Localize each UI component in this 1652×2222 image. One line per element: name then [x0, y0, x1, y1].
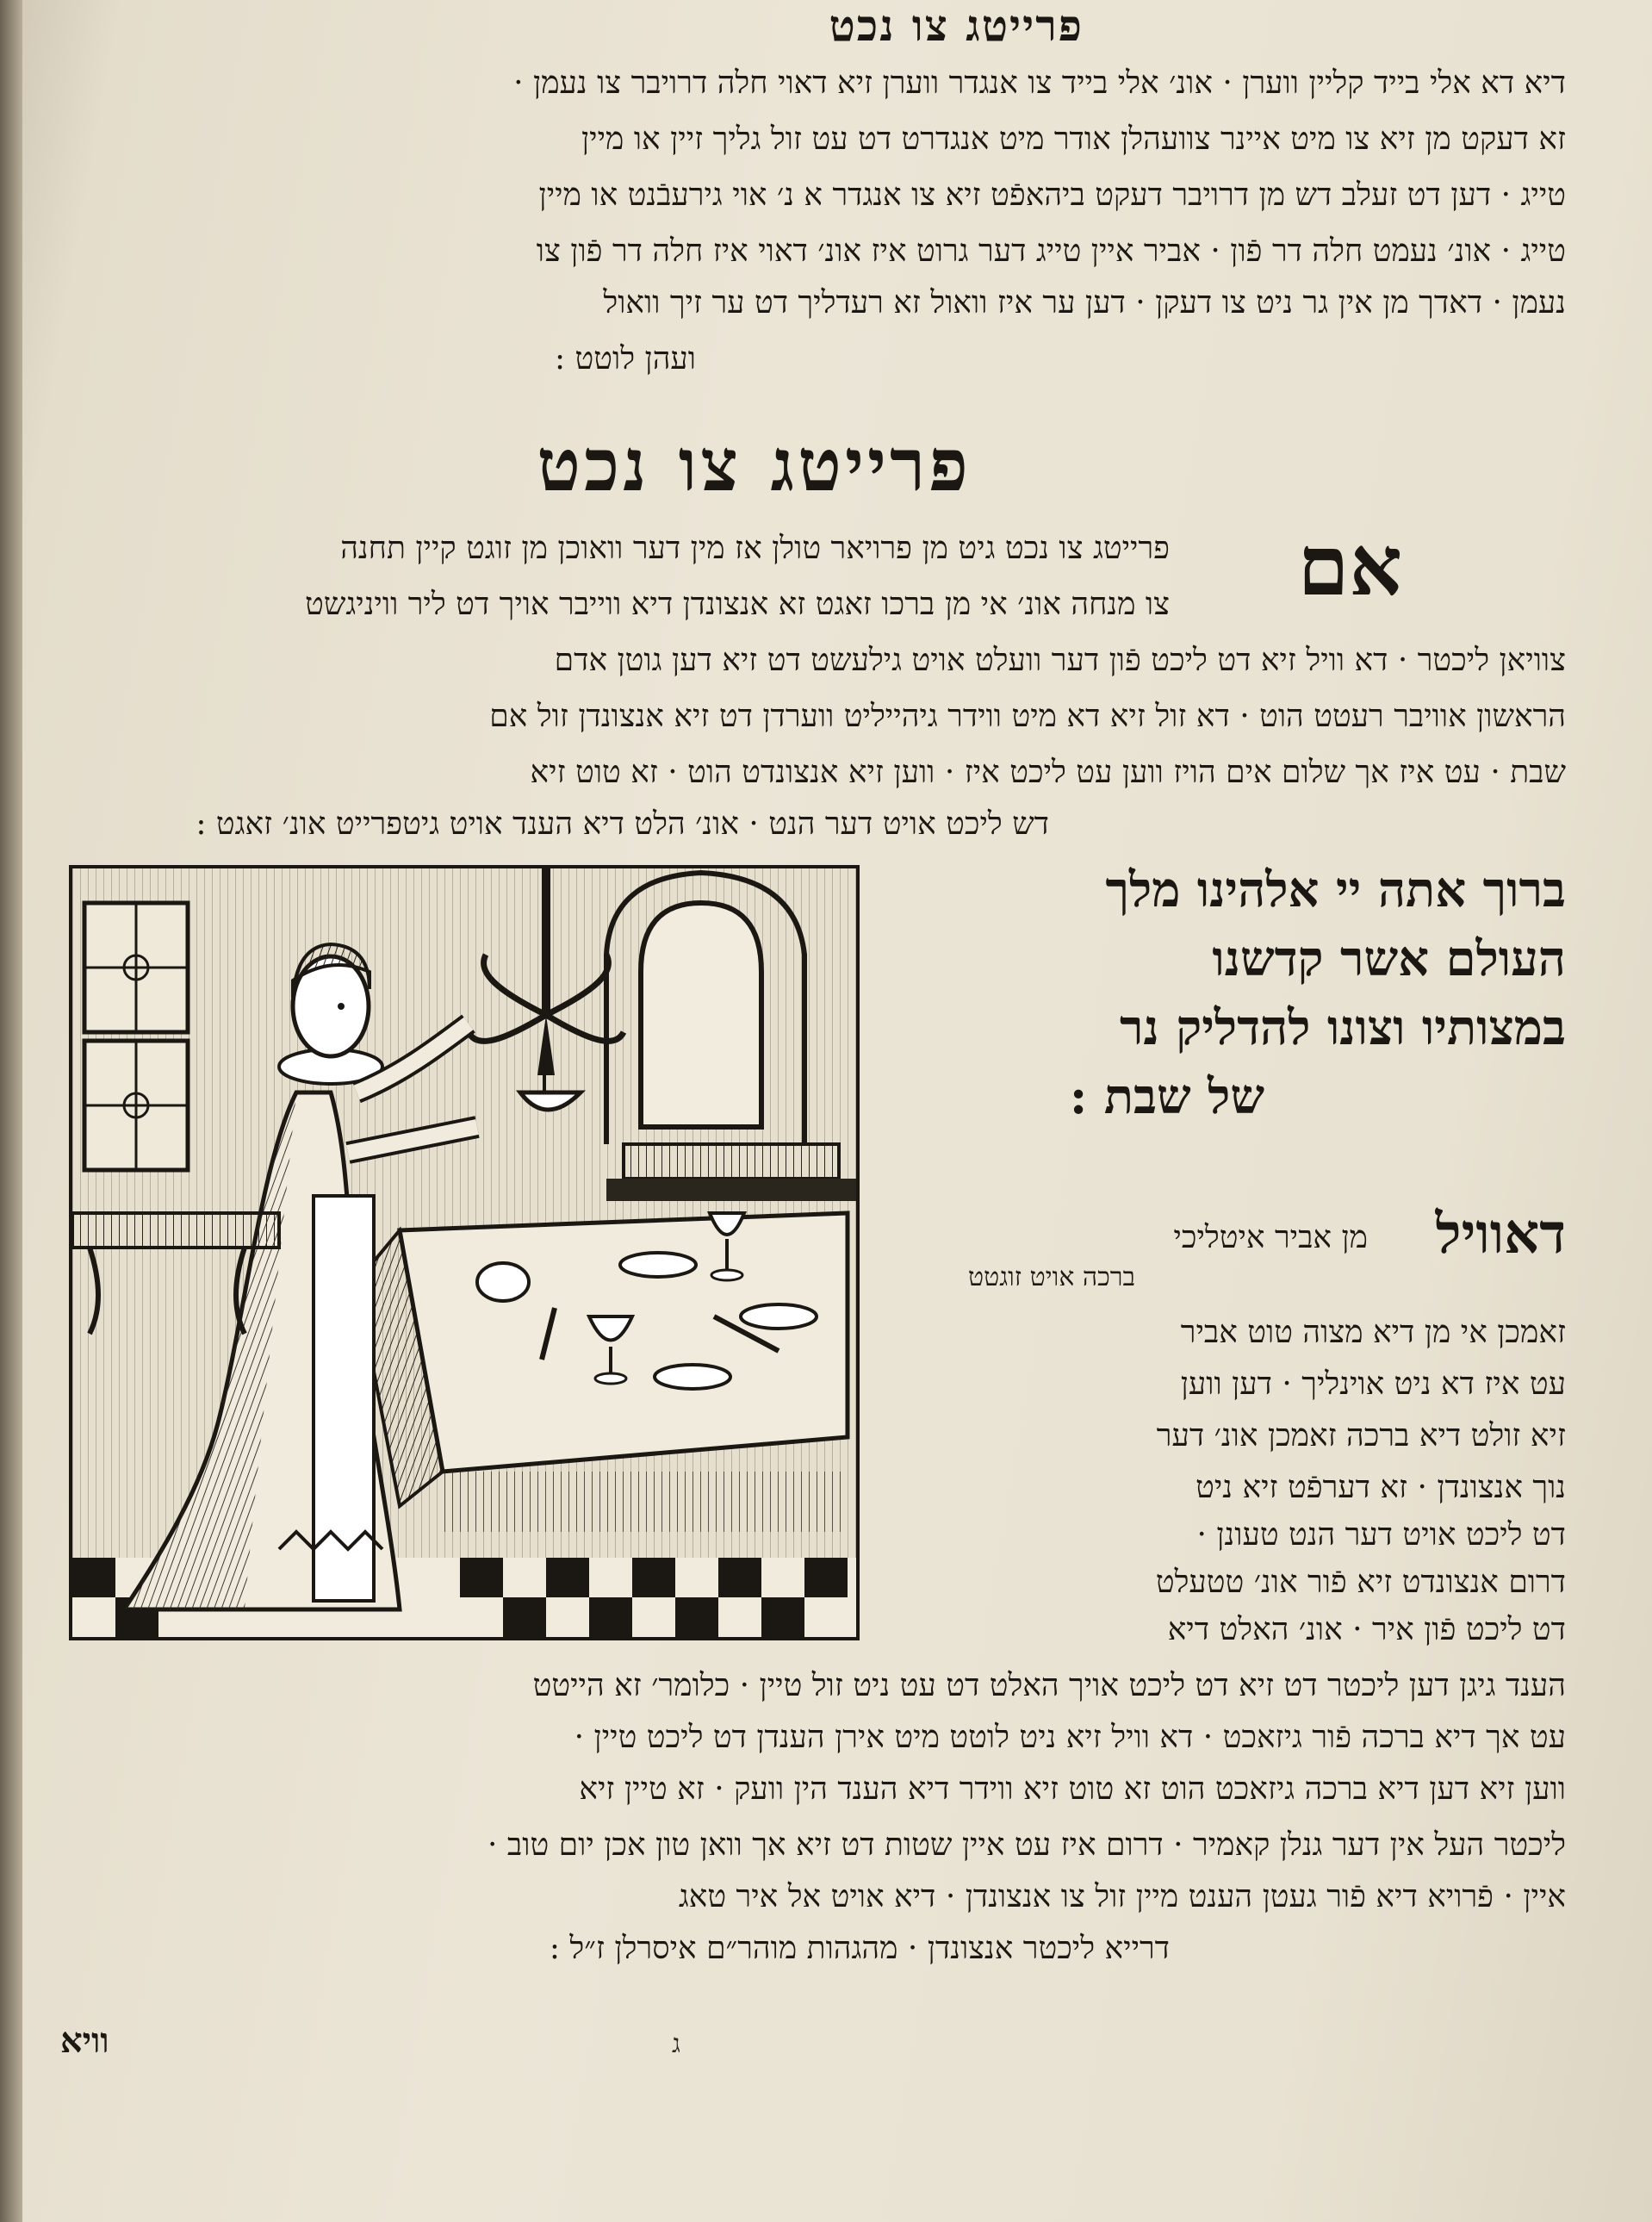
bottom-line-3: ווען זיא דען דיא ברכה גיזאכט הוט זא טוט זיא ווידר דיא הענד הין וועק · זא טיין זיא	[579, 1771, 1566, 1807]
top-line-3: טייג · דען דט זעלב דש מן דרויבר דעקט ביהאפֿט זיא צו אנגדר א נ׳ אוי גירעבֿנט או מיין	[538, 177, 1566, 213]
top-line-5: נעמן · דאדך מן אין גר ניט צו דעקן · דען ער איז וואול זא רעדליך דט ער זיך וואול	[603, 285, 1566, 321]
side-column-title: דאוויל	[1435, 1202, 1566, 1267]
woodcut-illustration	[69, 865, 860, 1640]
top-line-4: טייג · אונ׳ נעמט חלה דר פֿון · אביר איין טייג דער גרוט איז אונ׳ דאוי איז חלה דר פֿון צו	[536, 233, 1566, 269]
intro-line-5: שבת · עט איז אך שלום אים הויז ווען עט ליכט איז · ווען זיא אנצונדט הוט · זא טוט זיא	[530, 755, 1566, 790]
bottom-line-1: הענד גיגן דען ליכטר דט זיא דט ליכט אויך האלט דט עט ניט זול טיין · כלומר׳ זא הייטט	[532, 1668, 1566, 1703]
side-column-title-rest: מן אביר איטליכי	[1173, 1220, 1368, 1255]
side-line-1: ברכה אויט זוגטט	[967, 1262, 1135, 1292]
section-heading: פרייטג צו נכט	[537, 422, 972, 507]
side-line-5: נוך אנצונדן · זא דערפֿט זיא ניט	[1196, 1470, 1566, 1505]
running-head: פרייטג צו נכט	[829, 0, 1084, 51]
side-line-2: זאמכן אי מן דיא מצוה טוט אביר	[1180, 1315, 1566, 1350]
top-line-1: דיא דא אלי בייד קליין ווערן · אונ׳ אלי בייד צו אנגדר ווערן זיא דאוי חלה דרויבר צו נעמן ·	[513, 65, 1566, 101]
side-line-8: דט ליכט פֿון איר · אונ׳ האלט דיא	[1167, 1612, 1566, 1647]
bottom-line-2: עט אך דיא ברכה פֿור גיזאכט · דא וויל זיא ניט לוטט מיט אירן הענדן דט ליכט טיין ·	[574, 1720, 1566, 1755]
bottom-line-5: איין · פֿרויא דיא פֿור געטן הענט מיין זול צו אנצונדן · דיא אויט אל איר טאג	[678, 1879, 1566, 1914]
blessing-line-2: העולם אשר קדשנו	[1212, 931, 1566, 987]
intro-line-4: הראשון אוויבר רעטט הוט · דא זול זיא דא מיט ווידר גיהייליט ווערדן דט זיא אנצונדן זול אם	[489, 699, 1566, 734]
bottom-line-6: דרייא ליכטר אנצונדן · מהגהות מוהר״ם איסרלן ז״ל :	[549, 1931, 1170, 1966]
catchword: וויא	[60, 2020, 109, 2061]
blessing-line-3: במצותיו וצונו להדליק נר	[1120, 999, 1566, 1056]
side-line-4: זיא זולט דיא ברכה זאמכן אונ׳ דער	[1156, 1418, 1566, 1453]
woman-lighting-candles-icon	[72, 868, 856, 1637]
signature-mark: ג	[672, 2029, 680, 2059]
blessing-line-4: של שבת :	[1069, 1068, 1264, 1125]
side-line-3: עט איז דא ניט אוינליך · דען ווען	[1180, 1366, 1566, 1402]
blessing-line-1: ברוך אתה יי אלהינו מלך	[1105, 862, 1566, 918]
side-line-7: דרום אנצונדט זיא פֿור אונ׳ טטעלט	[1155, 1565, 1566, 1600]
intro-line-1: פרייטג צו נכט גיט מן פרויאר טולן אז מין דער וואוכן מן זוגט קיין תחנה	[340, 531, 1170, 566]
intro-line-2: צו מנחה אונ׳ אי מן ברכו זאגט זא אנצונדן דיא ווייבר אויך דט ליר וויניגשט	[305, 587, 1170, 622]
top-line-2: זא דעקט מן זיא צו מיט איינר צוועהלן אודר מיט אנגדרט דט עט זול גליך זיין או מיין	[581, 121, 1566, 157]
intro-line-3: צוויאן ליכטר · דא וויל זיא דט ליכט פֿון דער וועלט אויט גילעשט דט זיא דען גוטן אדם	[554, 643, 1566, 678]
intro-line-6: דש ליכט אויט דער הנט · אונ׳ הלט דיא הענד אויט גיטפרייט אונ׳ זאגט :	[196, 806, 1049, 842]
top-line-6: ועהן לוטט :	[554, 341, 696, 377]
drop-initial: אם	[1297, 517, 1402, 614]
side-line-6: דט ליכט אויט דער הנט טעונן ·	[1196, 1517, 1566, 1553]
bottom-line-4: ליכטר העל אין דער גנלן קאמיר · דרום איז עט איין שטות דט זיא אך וואן טון אכן יום טוב ·	[488, 1827, 1566, 1863]
